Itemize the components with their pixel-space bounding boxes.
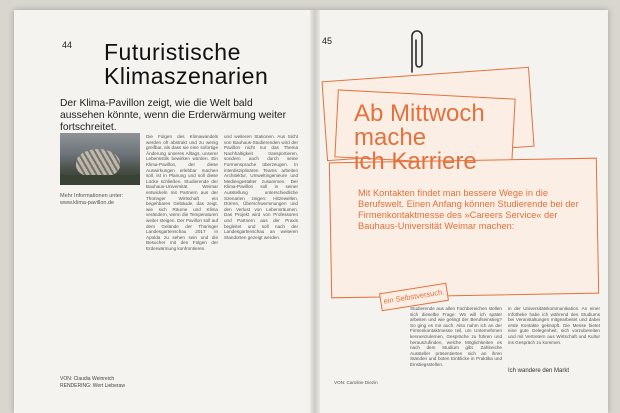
body-column-1: Die Folgen des Klimawandels werden oft abstrakt und zu wenig greifbar, als dass sie eine sofortige Änderung unseres Alltags, unserer Lebensstils bewirken würden. Ein Klima-Pavillon, der diese Auswirkungen erlebbar machen soll, ist in Planung und soll diese Lücke schließen. Studierende der Bauhaus-Universität Weimar entwickeln mit Partnern aus der Thüringer Wirtschaft ein begehbares Gebäude, das zeigt, wie sich Räume und Klima verändern, wenn die Temperaturen weiter steigen. Der Pavillon soll auf dem Gelände der Thüringer Landesgartenschau 2017 in Apolda zu sehen sein und die Besucher mit den Folgen der Erderwärmung konfrontieren.	[146, 134, 218, 251]
body-column-4: in der Universitätskommunikation. An einer Infotheke habe ich während des Studiums bei Veranstaltungen mitgearbeitet und dabei erste Kontakte geknüpft. Die Messe bietet eine gute Gelegenheit, sich vorzubereiten und mit Vertretern aus Wirtschaft und Kultur ins Gespräch zu kommen.	[508, 306, 600, 345]
section-subhead: Ich wandere den Markt	[508, 368, 570, 374]
paperclip-icon	[406, 28, 428, 76]
pavilion-dome	[76, 149, 120, 177]
article-intro: Mit Kontakten findet man bessere Wege in die Berufswelt. Einen Anfang können Studierende bei der Firmenkontaktmesse des »Careers Service« der Bauhaus-Universität Weimar machen:	[358, 188, 579, 231]
article-lead: Der Klima-Pavillon zeigt, wie die Welt bald aussehen könnte, wenn die Erderwärmung weiter fortschreitet.	[60, 98, 287, 133]
body-column-2: und weiteren Stationen. Aus Sicht von Bauhaus-Studierenden wird der Pavillon nicht nur das Thema Nachhaltigkeit transportieren, sondern auch durch seine Formensprache überzeugen. In interdisziplinären Teams arbeiten Architektur, Umweltingenieure und Mediengestalter zusammen. Der Klima-Pavillon soll in seiner Ausstellung unterschiedliche Szenarien zeigen: Hitzewellen, Dürren, Überschwemmungen und den Verlust von Lebensräumen. Das Projekt wird von Professoren und Partnern aus der Praxis begleitet und soll nach der Landesgartenschau an weiteren Standorten gezeigt werden.	[224, 134, 298, 240]
article-credits	[60, 376, 134, 389]
body-column-3: Studierende aus allen Fachbereichen stellen sich dieselbe Frage: Wo will ich später arbeiten und wie gelingt der Berufseinstieg? So ging es mir auch. Also nahm ich an der Firmenkontaktmesse teil, um Unternehmen kennenzulernen, Gespräche zu führen und herauszufinden, welche Möglichkeiten es nach dem Studium gibt. Zahlreiche Aussteller präsentierten sich an ihren Ständen und boten Einblicke in Praktika und Einstiegsstellen.	[410, 306, 502, 367]
pavilion-photo	[60, 133, 140, 185]
page-number-right: 45	[322, 36, 333, 46]
article-title: Futuristische Klimaszenarien	[104, 39, 269, 89]
photo-ground	[60, 175, 140, 185]
magazine-spread	[14, 10, 608, 413]
credit-rendering: RENDERING: Wert Lieberaw	[60, 382, 125, 389]
spine-gutter	[310, 10, 320, 413]
article-headline: Ab Mittwoch mache ich Karriere	[354, 100, 485, 175]
subtitle-tag-text: ein Selbstversuch.	[382, 287, 445, 306]
page-number-left: 44	[62, 40, 73, 50]
credit-author: VON: Claudia Weinreich	[60, 376, 115, 382]
photo-caption: Mehr Informationen unter: www.klima-pavillon.de	[60, 193, 124, 206]
article-author: VON: Caroline Diezin	[334, 380, 378, 385]
